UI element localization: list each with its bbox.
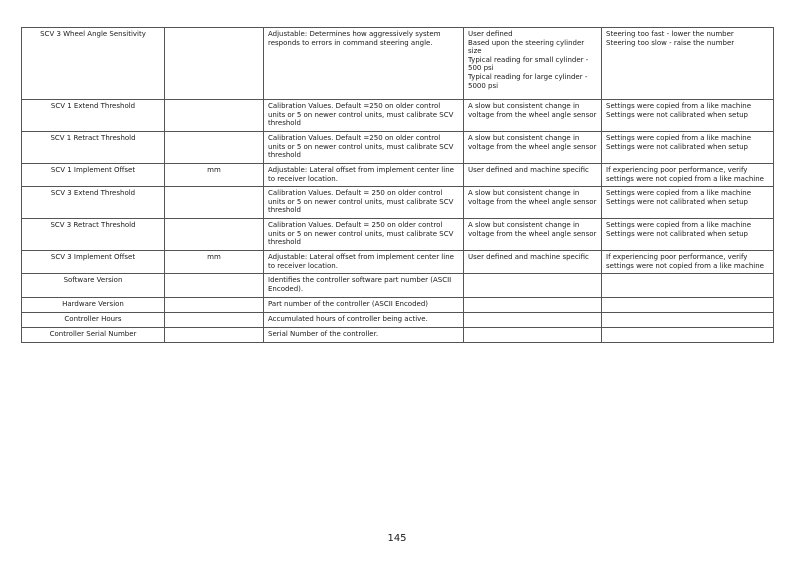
unit-cell — [165, 187, 264, 219]
range-cell — [464, 219, 602, 251]
troubleshooting-cell — [602, 251, 774, 274]
table-row — [22, 251, 774, 274]
table-row — [22, 28, 774, 100]
troubleshooting-cell — [602, 312, 774, 327]
parameter-table — [21, 27, 774, 343]
table-row — [22, 274, 774, 297]
troubleshooting-cell — [602, 100, 774, 132]
table-row — [22, 312, 774, 327]
description-cell: Part number of the controller (ASCII Encoded) — [264, 297, 464, 312]
unit-cell — [165, 132, 264, 164]
page-number: 145 — [387, 533, 407, 544]
troubleshooting-line: Settings were not calibrated when setup — [606, 197, 748, 206]
troubleshooting-line: Settings were not calibrated when setup — [606, 229, 748, 238]
unit-cell — [165, 274, 264, 297]
range-line: User defined and machine specific — [468, 166, 589, 174]
troubleshooting-line: Settings were not calibrated when setup — [606, 142, 748, 151]
parameter-name-cell: SCV 1 Implement Offset — [22, 164, 165, 187]
unit-cell — [165, 327, 264, 342]
troubleshooting-line: Steering too slow - raise the number — [606, 38, 735, 47]
range-line: A slow but consistent change in voltage from the wheel angle sensor — [468, 189, 597, 206]
range-line: Typical reading for large cylinder - 5000 psi — [468, 72, 588, 90]
description-cell: Adjustable: Lateral offset from implement center line to receiver location. — [264, 251, 464, 274]
description-cell: Calibration Values. Default =250 on older control units or 5 on newer control units, must calibrate SCV threshold — [264, 100, 464, 132]
troubleshooting-line: Settings were copied from a like machine — [606, 102, 752, 110]
unit-cell — [165, 219, 264, 251]
parameter-name-cell: SCV 1 Extend Threshold — [22, 100, 165, 132]
range-line: A slow but consistent change in voltage from the wheel angle sensor — [468, 102, 597, 119]
range-line: A slow but consistent change in voltage from the wheel angle sensor — [468, 134, 597, 151]
troubleshooting-line: If experiencing poor performance, verify settings were not copied from a like machine — [606, 253, 764, 270]
range-line: A slow but consistent change in voltage from the wheel angle sensor — [468, 221, 597, 238]
troubleshooting-line: Settings were copied from a like machine — [606, 221, 752, 230]
troubleshooting-cell — [602, 164, 774, 187]
parameter-name-cell: Software Version — [22, 274, 165, 297]
range-cell — [464, 274, 602, 297]
troubleshooting-cell — [602, 28, 774, 100]
range-cell — [464, 251, 602, 274]
range-cell — [464, 28, 602, 100]
unit-cell — [165, 312, 264, 327]
description-cell: Serial Number of the controller. — [264, 327, 464, 342]
troubleshooting-line: Settings were not calibrated when setup — [606, 110, 748, 119]
parameter-name-cell: SCV 3 Retract Threshold — [22, 219, 165, 251]
description-cell: Adjustable: Determines how aggressively system responds to errors in command steering angle. — [264, 28, 464, 100]
table-row — [22, 327, 774, 342]
troubleshooting-cell — [602, 187, 774, 219]
parameter-name-cell: SCV 3 Implement Offset — [22, 251, 165, 274]
description-cell: Accumulated hours of controller being active. — [264, 312, 464, 327]
range-cell — [464, 132, 602, 164]
parameter-name-cell: Controller Serial Number — [22, 327, 165, 342]
range-line: Based upon the steering cylinder size — [468, 38, 585, 56]
troubleshooting-cell — [602, 327, 774, 342]
description-cell: Identifies the controller software part number (ASCII Encoded). — [264, 274, 464, 297]
parameter-name-cell: SCV 3 Wheel Angle Sensitivity — [22, 28, 165, 100]
parameter-name-cell: Hardware Version — [22, 297, 165, 312]
unit-cell: mm — [165, 164, 264, 187]
unit-cell — [165, 28, 264, 100]
table-row — [22, 100, 774, 132]
range-cell — [464, 312, 602, 327]
troubleshooting-line: Steering too fast - lower the number — [606, 30, 734, 38]
unit-cell — [165, 297, 264, 312]
unit-cell — [165, 100, 264, 132]
troubleshooting-cell — [602, 219, 774, 251]
table-row — [22, 164, 774, 187]
description-cell: Adjustable: Lateral offset from implement center line to receiver location. — [264, 164, 464, 187]
range-cell — [464, 187, 602, 219]
parameter-name-cell: Controller Hours — [22, 312, 165, 327]
troubleshooting-line: Settings were copied from a like machine — [606, 189, 752, 198]
description-cell: Calibration Values. Default = 250 on older control units or 5 on newer control units, must calibrate SCV threshold — [264, 187, 464, 219]
table-row — [22, 297, 774, 312]
range-line: User defined — [468, 30, 513, 38]
description-cell: Calibration Values. Default = 250 on older control units or 5 on newer control units, must calibrate SCV threshold — [264, 219, 464, 251]
range-cell — [464, 164, 602, 187]
parameter-name-cell: SCV 3 Extend Threshold — [22, 187, 165, 219]
parameter-name-cell: SCV 1 Retract Threshold — [22, 132, 165, 164]
range-line: User defined and machine specific — [468, 253, 589, 262]
troubleshooting-line: Settings were copied from a like machine — [606, 134, 752, 142]
table-row — [22, 219, 774, 251]
troubleshooting-cell — [602, 132, 774, 164]
description-cell: Calibration Values. Default =250 on older control units or 5 on newer control units, must calibrate SCV threshold — [264, 132, 464, 164]
troubleshooting-cell — [602, 297, 774, 312]
range-cell — [464, 100, 602, 132]
range-cell — [464, 327, 602, 342]
troubleshooting-line: If experiencing poor performance, verify settings were not copied from a like machine — [606, 166, 764, 183]
range-line: Typical reading for small cylinder - 500 psi — [468, 55, 589, 73]
range-cell — [464, 297, 602, 312]
unit-cell: mm — [165, 251, 264, 274]
table-row — [22, 187, 774, 219]
table-row — [22, 132, 774, 164]
troubleshooting-cell — [602, 274, 774, 297]
parameter-table-body — [22, 28, 774, 343]
